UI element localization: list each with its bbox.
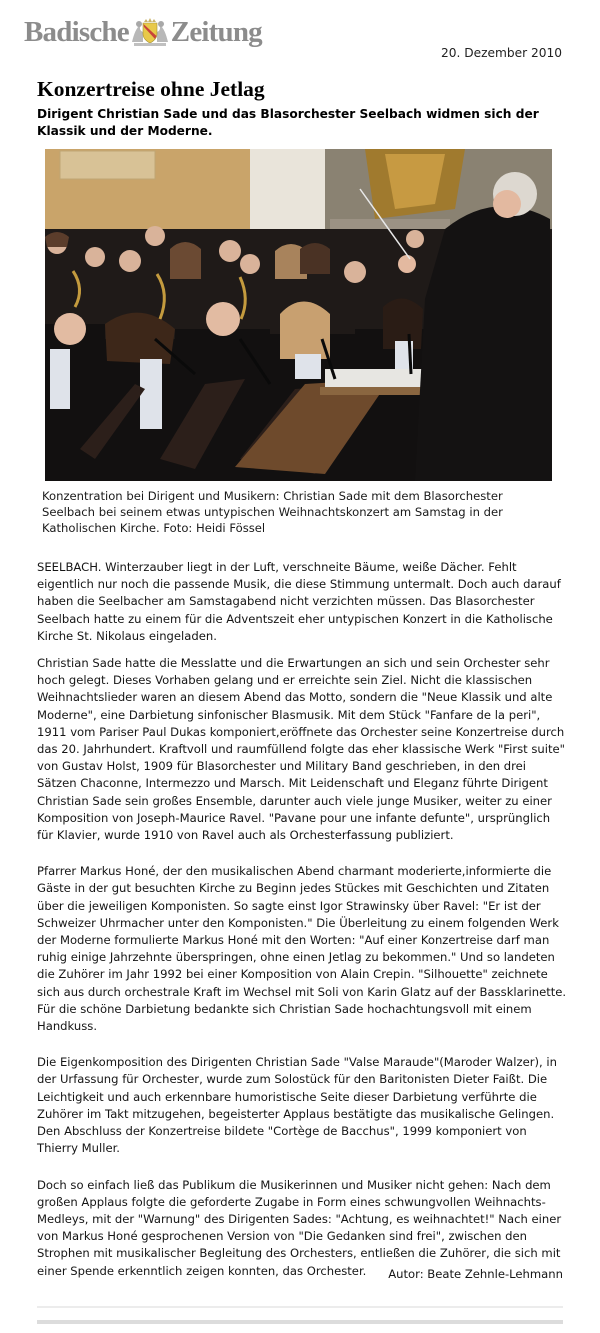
- masthead-name-right: Zeitung: [170, 15, 262, 48]
- article-body: [37, 559, 569, 1290]
- article-paragraph: SEELBACH. Winterzauber liegt in der Luft, verschneite Bäume, weiße Dächer. Fehlt eigentlich nur noch die passende Musik, die diese Stimmung untermalt. Doch auch darauf haben die Seelbacher am Samstagabend nicht verzichten müssen. Das Blasorchester Seelbach hatte zu einem für die Adventszeit eher untypischen Konzert in die Katholische Kirche St. Nikolaus eingeladen.: [37, 560, 561, 643]
- article-paragraph: Doch so einfach ließ das Publikum die Musikerinnen und Musiker nicht gehen: Nach dem großen Applaus folgte die geforderte Zugabe in Form eines schwungvollen Weihnachts-Medleys, mit der "Warnung" des Dirigenten Sades: "Achtung, es weihnachtet!" Nach einer von Markus Honé gesprochenen Version von "Die Gedanken sind frei", zwischen den Strophen mit musikalischer Begleitung des Orchesters, entließen die Zuhörer, die sich mit einer Spende erkenntlich zeigen konnten, das Orchester.: [37, 1177, 562, 1278]
- article-paragraph: Die Eigenkomposition des Dirigenten Christian Sade "Valse Maraude"(Maroder Walzer), in der Urfassung für Orchester, wurde zum Solostück für den Baritonisten Dieter Faißt. Die Leichtigkeit und auch erkennbare humoristische Seite dieser Darbietung verführte die Zuhörer im Takt mitzugehen, begeisterter Applaus bestätigte das musikalische Gelingen. Den Abschluss der Konzertreise bildete "Cortège de Bacchus", 1999 komponiert von Thierry Muller.: [37, 1055, 557, 1156]
- article-paragraph: Pfarrer Markus Honé, der den musikalischen Abend charmant moderierte,informierte die Gäste in der gut besuchten Kirche zu Beginn jedes Stückes mit Geschichten und Zitaten über die jeweiligen Komponisten. So sagte einst Igor Strawinsky über Ravel: "Er ist der Schweizer Uhrmacher unter den Komponisten." Die Überleitung zu einem folgenden Werk der Moderne formulierte Markus Honé mit den Worten: "Auf einer Konzertreise darf man ruhig einige Jahrzehnte überspringen, ohne einen Jetlag zu bekommen." Und so landeten die Zuhörer im Jahr 1992 bei einer Komposition von Alain Crepin. "Silhouette" zeichnete sich aus durch orchestrale Kraft im Wechsel mit Soli von Karin Glatz auf der Bassklarinette. Für die schöne Darbietung bedankte sich Christian Sade hochachtungsvoll mit einem Handkuss.: [37, 864, 567, 1034]
- footer-divider-thick: [37, 1320, 563, 1324]
- article-subheadline: Dirigent Christian Sade und das Blasorchester Seelbach widmen sich der Klassik und der Moderne.: [37, 107, 539, 138]
- masthead-logo: [24, 12, 262, 52]
- article-paragraph: Christian Sade hatte die Messlatte und die Erwartungen an sich und sein Orchester sehr hoch gelegt. Dieses Vorhaben gelang und er erreichte sein Ziel. Nicht die klassischen Weihnachtslieder waren an diesem Abend das Motto, sondern die "Neue Klassik und alte Moderne", eine Darbietung sinfonischer Blasmusik. Mit dem Stück "Fanfare de la peri", 1911 vom Pariser Paul Dukas komponiert,eröffnete das Orchester seine Konzertreise durch das 20. Jahrhundert. Kraftvoll und raumfüllend folgte das eher klassische Werk "First suite" von Gustav Holst, 1909 für Blasorchester und Military Band geschrieben, in den drei Sätzen Chaconne, Intermezzo und Marsch. Mit Leidenschaft und Eleganz führte Dirigent Christian Sade sein großes Ensemble, darunter auch viele junge Musiker, weiter zu einer Komposition von Joseph-Maurice Ravel. "Pavane pour une infante defunte", ursprünglich für Klavier, wurde 1910 von Ravel auch als Orchesterfassung publiziert.: [37, 656, 566, 843]
- article-author: Autor: Beate Zehnle-Lehmann: [388, 1267, 563, 1281]
- publication-date: 20. Dezember 2010: [440, 46, 562, 60]
- orchestra-photo-illustration: [45, 149, 552, 481]
- article-photo: [45, 149, 552, 481]
- coat-of-arms-icon: [130, 16, 170, 48]
- footer-divider: [37, 1306, 563, 1308]
- masthead-name-left: Badische: [24, 15, 129, 48]
- article-headline: Konzertreise ohne Jetlag: [37, 77, 265, 101]
- photo-caption: Konzentration bei Dirigent und Musikern: Christian Sade mit dem Blasorchester Seelbach bei seinem etwas untypischen Weihnachtskonzert am Samstag in der Katholischen Kirche. Foto: Heidi Fössel: [42, 489, 503, 535]
